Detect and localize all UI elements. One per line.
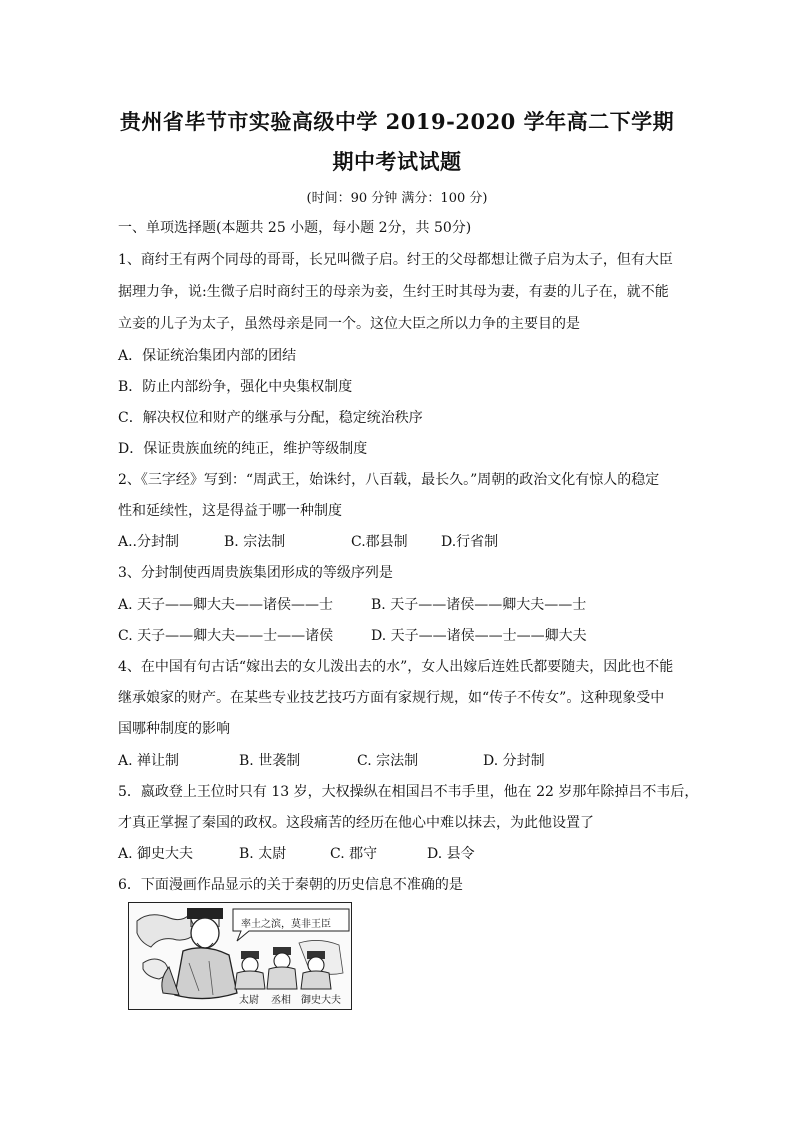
- q1-option-d: D．保证贵族血统的纯正，维护等级制度: [118, 441, 368, 457]
- q5-option-c: C. 郡守: [330, 846, 378, 862]
- q3-option-b: B. 天子——诸侯——卿大夫——士: [371, 597, 587, 613]
- exam-title-line2: 期中考试试题: [332, 149, 462, 174]
- q5-option-b: B. 太尉: [239, 846, 287, 862]
- q2-line2: 性和延续性，这是得益于哪一种制度: [118, 503, 342, 519]
- q2-option-b: B. 宗法制: [224, 534, 286, 550]
- q3-option-a: A. 天子——卿大夫——诸侯——士: [118, 597, 334, 613]
- q3-option-d: D. 天子——诸侯——士——卿大夫: [371, 628, 587, 644]
- cartoon-label-taiwei: 太尉: [239, 995, 259, 1006]
- q4-line1: 4、在中国有句古话“嫁出去的女儿泼出去的水”，女人出嫁后连姓氏都要随夫，因此也不能: [118, 659, 674, 675]
- q2-option-a: A..分封制: [118, 534, 180, 550]
- q1-line3: 立妾的儿子为太子，虽然母亲是同一个。这位大臣之所以力争的主要目的是: [118, 316, 580, 332]
- exam-time-score: (时间：90 分钟 满分：100 分): [306, 191, 488, 206]
- exam-title-line1: 贵州省毕节市实验高级中学 2019-2020 学年高二下学期: [119, 109, 675, 134]
- cartoon-label-yushidafu: 御史大夫: [301, 995, 341, 1006]
- q4-option-c: C. 宗法制: [357, 753, 419, 769]
- cartoon-label-chengxiang: 丞相: [271, 995, 291, 1006]
- q3-option-c: C. 天子——卿大夫——士——诸侯: [118, 628, 334, 644]
- q6-line1: 6．下面漫画作品显示的关于秦朝的历史信息不准确的是: [118, 877, 463, 893]
- q5-option-d: D. 县令: [427, 846, 475, 862]
- q4-option-a: A. 禅让制: [118, 753, 180, 769]
- q1-option-b: B．防止内部纷争，强化中央集权制度: [118, 379, 353, 395]
- q2-option-c: C.郡县制: [351, 534, 408, 550]
- q5-line1: 5．嬴政登上王位时只有 13 岁，大权操纵在相国吕不韦手里，他在 22 岁那年除掉吕不韦后，: [118, 784, 699, 800]
- q5-line2: 才真正掌握了秦国的政权。这段痛苦的经历在他心中难以抹去，为此他设置了: [118, 815, 594, 831]
- cartoon-speech-text: 率土之滨，莫非王臣: [241, 919, 331, 930]
- q4-option-b: B. 世袭制: [239, 753, 301, 769]
- q3-line1: 3、分封制使西周贵族集团形成的等级序列是: [118, 565, 393, 581]
- q2-line1: 2、《三字经》写到：“周武王，始诛纣，八百载，最长久。”周朝的政治文化有惊人的稳定: [118, 472, 660, 488]
- q4-line2: 继承娘家的财产。在某些专业技艺技巧方面有家规行规，如“传子不传女”。这种现象受中: [118, 690, 665, 706]
- q1-line1: 1、商纣王有两个同母的哥哥，长兄叫微子启。纣王的父母都想让微子启为太子，但有大臣: [118, 252, 673, 268]
- q1-option-c: C．解决权位和财产的继承与分配，稳定统治秩序: [118, 410, 423, 426]
- q4-option-d: D. 分封制: [483, 753, 545, 769]
- section-heading: 一、单项选择题(本题共 25 小题，每小题 2分，共 50分): [118, 220, 472, 236]
- q1-option-a: A．保证统治集团内部的团结: [118, 348, 297, 364]
- q4-line3: 国哪种制度的影响: [118, 721, 230, 737]
- q1-line2: 据理力争，说:生微子启时商纣王的母亲为妾，生纣王时其母为妻，有妻的儿子在，就不能: [118, 284, 669, 300]
- q2-option-d: D.行省制: [441, 534, 499, 550]
- qin-dynasty-cartoon: [128, 902, 352, 1010]
- q5-option-a: A. 御史大夫: [118, 846, 194, 862]
